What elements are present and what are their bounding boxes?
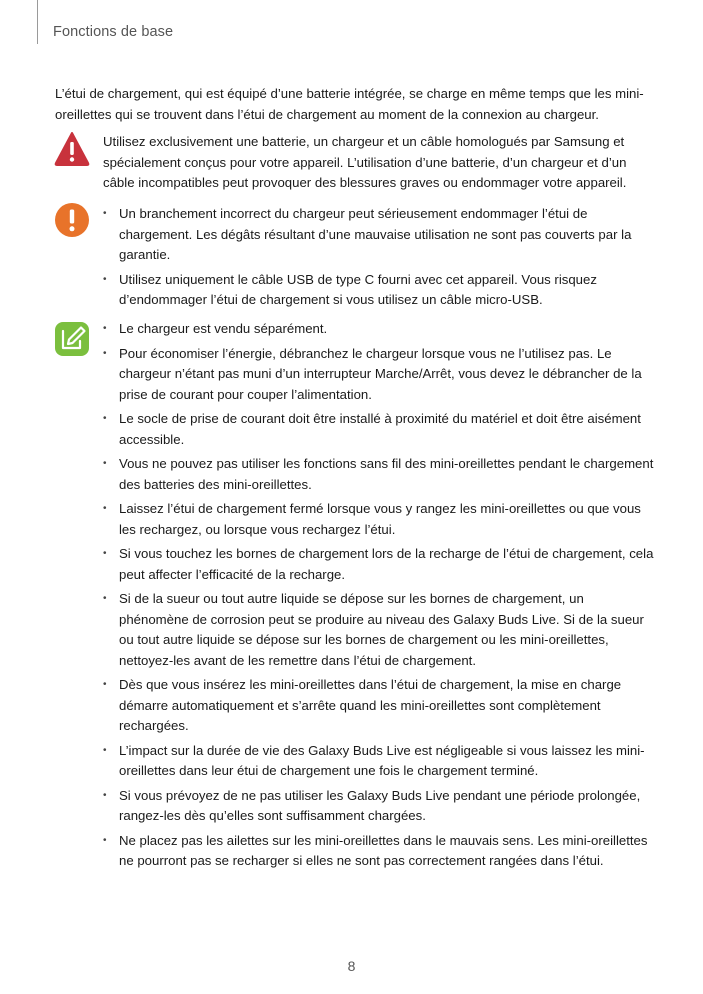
list-item: • Vous ne pouvez pas utiliser les fonctions sans fil des mini-oreillettes pendant le chargement des batteries des mini-oreillettes. xyxy=(103,454,656,495)
list-item: • L’impact sur la durée de vie des Galaxy Buds Live est négligeable si vous laissez les mini-oreillettes dans leur étui de chargement une fois le chargement terminé. xyxy=(103,741,656,782)
notes-list xyxy=(103,319,656,872)
list-item: • Ne placez pas les ailettes sur les mini-oreillettes dans le mauvais sens. Les mini-oreillettes ne pourront pas se recharger si elles ne sont pas correctement rangées dans l’étui. xyxy=(103,831,656,872)
list-item: • Un branchement incorrect du chargeur peut sérieusement endommager l’étui de chargement. Les dégâts résultant d’une mauvaise utilisation ne sont pas couverts par la garantie. xyxy=(103,204,656,266)
page-number: 8 xyxy=(347,958,356,974)
intro-paragraph: L’étui de chargement, qui est équipé d’une batterie intégrée, se charge en même temps que les mini-oreillettes qui se trouvent dans l’étui de chargement au moment de la connexion au chargeur. xyxy=(55,86,644,122)
list-item: • Le chargeur est vendu séparément. xyxy=(103,319,656,340)
warning-text: Utilisez exclusivement une batterie, un chargeur et un câble homologués par Samsung et spécialement conçus pour votre appareil. L’utilisation d’une batterie, d’un chargeur et d’un câble incompatibles peut provoquer des blessures graves ou endommager votre appareil. xyxy=(103,134,627,190)
list-item: • Laissez l’étui de chargement fermé lorsque vous y rangez les mini-oreillettes ou que vous les rechargez, ou lorsque vous rechargez l’étui. xyxy=(103,499,656,540)
caution-list xyxy=(103,204,656,311)
list-item: • Si vous touchez les bornes de chargement lors de la recharge de l’étui de chargement, cela peut affecter l’efficacité de la recharge. xyxy=(103,544,656,585)
caution-block xyxy=(103,204,656,315)
list-item: • Pour économiser l’énergie, débranchez le chargeur lorsque vous ne l’utilisez pas. Le chargeur n’étant pas muni d’un interrupteur Marche/Arrêt, vous devez le débrancher de la prise de courant pour couper l’alimentation. xyxy=(103,344,656,406)
section-title: Fonctions de base xyxy=(53,24,174,40)
header-rule xyxy=(37,0,38,44)
list-item: • Le socle de prise de courant doit être installé à proximité du matériel et doit être aisément accessible. xyxy=(103,409,656,450)
warning-block xyxy=(103,132,656,194)
caution-exclamation-icon xyxy=(54,202,90,238)
list-item: • Si de la sueur ou tout autre liquide se dépose sur les bornes de chargement, un phénomène de corrosion peut se produire au niveau des Galaxy Buds Live. Si de la sueur ou tout autre liquide se dépose sur les bornes de chargement ou les mini-oreillettes, nettoyez-les avant de les remettre dans l’étui de chargement. xyxy=(103,589,656,671)
notes-block xyxy=(103,319,656,876)
list-item: • Dès que vous insérez les mini-oreillettes dans l’étui de chargement, la mise en charge démarre automatiquement et s’arrête quand les mini-oreillettes sont complètement rechargées. xyxy=(103,675,656,737)
warning-triangle-icon xyxy=(54,131,90,167)
note-pencil-icon xyxy=(54,321,90,357)
list-item: • Si vous prévoyez de ne pas utiliser les Galaxy Buds Live pendant une période prolongée, rangez-les dès qu’elles sont suffisamment chargées. xyxy=(103,786,656,827)
list-item: • Utilisez uniquement le câble USB de type C fourni avec cet appareil. Vous risquez d’endommager l’étui de chargement si vous utilisez un câble micro-USB. xyxy=(103,270,656,311)
